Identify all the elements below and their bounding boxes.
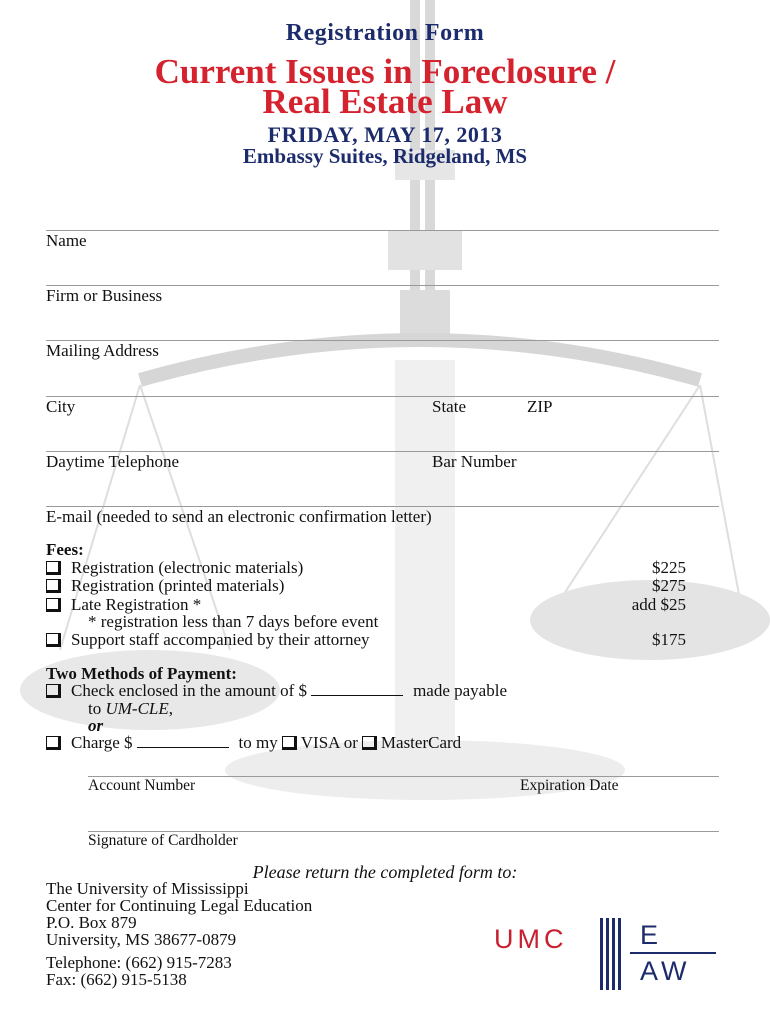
charge-prefix: Charge $ xyxy=(71,733,133,752)
account-number-label: Account Number xyxy=(88,777,196,794)
fee-price: $225 xyxy=(652,558,686,577)
fee-label: Support staff accompanied by their attorney xyxy=(71,630,370,649)
late-registration-note: * registration less than 7 days before event xyxy=(88,612,379,631)
bar-number-label: Bar Number xyxy=(432,452,517,471)
divider xyxy=(46,230,719,231)
expiration-label: Expiration Date xyxy=(520,777,619,794)
address-line: The University of Mississippi xyxy=(46,879,249,898)
return-heading: Please return the completed form to: xyxy=(252,862,518,882)
check-payee: UM-CLE xyxy=(105,699,169,718)
fee-label: Registration (electronic materials) xyxy=(71,558,304,577)
fees-heading: Fees: xyxy=(46,540,84,559)
fax-text: Fax: (662) 915-5138 xyxy=(46,970,187,989)
page-title-line2: Real Estate Law xyxy=(262,82,508,121)
payment-heading: Two Methods of Payment: xyxy=(46,664,237,683)
fee-option-printed[interactable] xyxy=(46,576,686,596)
charge-mid: to my xyxy=(238,733,278,752)
firm-label: Firm or Business xyxy=(46,286,163,305)
checkbox-icon[interactable] xyxy=(46,598,61,612)
checkbox-icon[interactable] xyxy=(46,561,61,575)
checkbox-icon[interactable] xyxy=(46,579,61,593)
check-payee-prefix: to xyxy=(88,699,106,718)
state-label: State xyxy=(432,397,466,416)
check-amount-field[interactable] xyxy=(311,695,403,696)
telephone-label: Daytime Telephone xyxy=(46,452,180,471)
checkbox-icon[interactable] xyxy=(46,684,61,698)
logo-left-text: UMC xyxy=(494,924,568,954)
signature-label: Signature of Cardholder xyxy=(88,832,238,849)
logo-right-bottom: AW xyxy=(640,956,691,986)
address-line: Center for Continuing Legal Education xyxy=(46,896,313,915)
fee-price: add $25 xyxy=(631,595,686,614)
or-label: or xyxy=(88,716,104,735)
event-date: FRIDAY, MAY 17, 2013 xyxy=(267,122,503,147)
page-title-line1: Current Issues in Foreclosure / xyxy=(154,52,616,91)
form-label: Registration Form xyxy=(285,20,485,46)
mastercard-label: MasterCard xyxy=(380,733,462,752)
checkbox-icon[interactable] xyxy=(46,633,61,647)
charge-amount-field[interactable] xyxy=(137,747,229,748)
name-label: Name xyxy=(46,231,87,250)
zip-label: ZIP xyxy=(527,397,553,416)
check-prefix: Check enclosed in the amount of $ xyxy=(71,681,308,700)
mailing-address-label: Mailing Address xyxy=(46,341,159,360)
payment-charge-option[interactable] xyxy=(46,733,726,753)
logo-divider xyxy=(630,952,716,954)
fee-label: Late Registration * xyxy=(71,595,202,614)
checkbox-icon[interactable] xyxy=(46,736,61,750)
logo-right-top: E xyxy=(640,920,663,950)
event-venue: Embassy Suites, Ridgeland, MS xyxy=(242,144,528,168)
email-label: E-mail (needed to send an electronic confirmation letter) xyxy=(46,507,432,526)
visa-label: VISA or xyxy=(300,733,358,752)
address-line: P.O. Box 879 xyxy=(46,913,137,932)
telephone-text: Telephone: (662) 915-7283 xyxy=(46,953,232,972)
check-suffix: made payable xyxy=(413,681,507,700)
address-line: University, MS 38677-0879 xyxy=(46,930,237,949)
mailing-address-field[interactable] xyxy=(46,396,719,397)
visa-checkbox[interactable] xyxy=(282,736,297,750)
fee-price: $175 xyxy=(652,630,686,649)
payment-check-option[interactable] xyxy=(46,681,726,701)
city-label: City xyxy=(46,397,76,416)
logo-bars-icon xyxy=(598,918,628,990)
fee-option-support-staff[interactable] xyxy=(46,630,686,650)
check-payee-suffix: , xyxy=(168,699,174,718)
umc-law-logo xyxy=(490,918,718,990)
fee-label: Registration (printed materials) xyxy=(71,576,285,595)
fee-option-electronic[interactable] xyxy=(46,558,686,578)
fee-price: $275 xyxy=(652,576,686,595)
mastercard-checkbox[interactable] xyxy=(362,736,377,750)
